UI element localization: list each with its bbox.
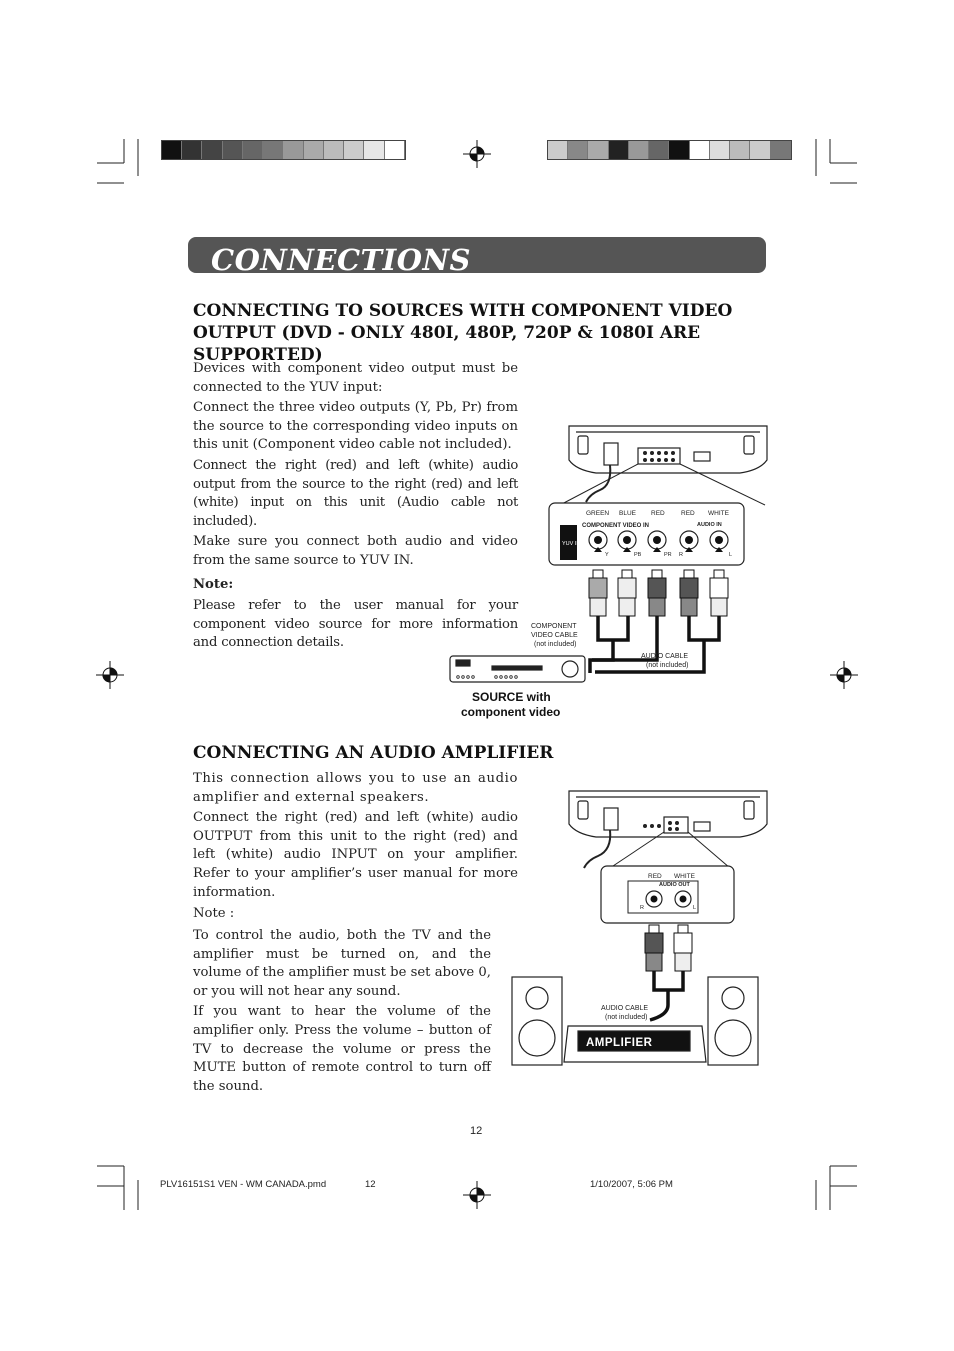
- color-swatch: [649, 141, 669, 159]
- jack-label: R: [640, 905, 644, 911]
- color-label: WHITE: [708, 510, 729, 517]
- section1-heading: CONNECTING TO SOURCES WITH COMPONENT VIDEO OUTPUT (DVD - ONLY 480I, 480P, 720P & 1080I ARE SUPPORTED): [193, 301, 733, 365]
- section1-paragraph: Connect the three video outputs (Y, Pb, Pr) from the source to the corresponding video inputs on this unit (Component video cable not included).: [193, 400, 518, 453]
- color-label: RED: [648, 873, 662, 880]
- color-swatch: [629, 141, 649, 159]
- page-number: 12: [470, 1125, 483, 1137]
- jack-label: L: [693, 905, 697, 911]
- svg-text:(not included): (not included): [605, 1014, 648, 1021]
- amplifier-diagram: [505, 785, 780, 1070]
- component-video-diagram: [440, 420, 780, 730]
- color-swatch: [385, 141, 405, 159]
- tv-unit: [569, 791, 767, 837]
- jack-label: R: [679, 552, 683, 558]
- color-swatch: [243, 141, 263, 159]
- color-swatch: [182, 141, 202, 159]
- color-calibration-bar-right: [547, 140, 792, 160]
- color-swatch: [324, 141, 344, 159]
- svg-text:AUDIO CABLE: AUDIO CABLE: [601, 1005, 649, 1012]
- section2-note-paragraph: If you want to hear the volume of the amplifier only. Press the volume – button of TV to decrease the volume or press the MUTE button of remote control to turn off the sound.: [193, 1004, 491, 1094]
- color-label: RED: [651, 510, 665, 517]
- color-swatch: [344, 141, 364, 159]
- section1-paragraph: Make sure you connect both audio and video from the same source to YUV IN.: [193, 534, 518, 568]
- rca-plug-icon: [645, 925, 692, 971]
- source-label-line2: component video: [461, 705, 561, 719]
- jack-label: L: [729, 552, 733, 558]
- color-swatch: [548, 141, 568, 159]
- color-label: GREEN: [586, 510, 610, 517]
- color-swatch: [771, 141, 791, 159]
- svg-text:COMPONENT: COMPONENT: [531, 623, 577, 630]
- yuv-label: YUV IN: [562, 541, 581, 547]
- panel-title: COMPONENT VIDEO IN: [582, 523, 650, 529]
- color-swatch: [730, 141, 750, 159]
- footer-page: 12: [365, 1179, 376, 1190]
- source-label-line1: SOURCE with: [472, 690, 551, 704]
- section1-note-label: Note:: [193, 577, 234, 592]
- color-swatch: [223, 141, 243, 159]
- section1-paragraph: Connect the right (red) and left (white) audio output from the source to the right (red) and left (white) input on this unit (Audio cable not included).: [193, 457, 518, 529]
- source-device-icon: [450, 656, 585, 682]
- color-swatch: [202, 141, 222, 159]
- color-swatch: [710, 141, 730, 159]
- rca-plug-icon: [589, 570, 728, 616]
- footer-filename: PLV16151S1 VEN - WM CANADA.pmd: [160, 1179, 327, 1190]
- color-calibration-bar-left: [161, 140, 406, 160]
- color-label: RED: [681, 510, 695, 517]
- color-label: BLUE: [619, 510, 636, 517]
- color-swatch: [588, 141, 608, 159]
- amplifier-label: AMPLIFIER: [586, 1037, 653, 1049]
- section2-paragraph: Connect the right (red) and left (white) audio OUTPUT from this unit to the right (red) and left (white) audio INPUT on your amplifier. Refer to your amplifier’s user manual for more information.: [193, 810, 518, 900]
- color-swatch: [609, 141, 629, 159]
- color-swatch: [263, 141, 283, 159]
- audio-out-label: AUDIO OUT: [659, 882, 690, 888]
- color-swatch: [364, 141, 384, 159]
- section2-note-paragraph: To control the audio, both the TV and the amplifier must be turned on, and the volume of the amplifier must be set above 0, or you will not hear any sound.: [193, 928, 491, 999]
- section2-body: [193, 770, 518, 904]
- color-swatch: [690, 141, 710, 159]
- section1-paragraph: Devices with component video output must be connected to the YUV input:: [193, 361, 518, 395]
- audio-out-panel: [601, 866, 734, 923]
- jack-label: PR: [664, 552, 672, 558]
- tv-unit: [569, 426, 767, 473]
- section2-heading: CONNECTING AN AUDIO AMPLIFIER: [193, 743, 554, 763]
- footer-date: 1/10/2007, 5:06 PM: [590, 1179, 673, 1190]
- svg-text:AUDIO CABLE: AUDIO CABLE: [641, 653, 689, 660]
- page-title: CONNECTIONS: [211, 243, 471, 277]
- svg-text:(not included): (not included): [646, 662, 689, 669]
- svg-text:(not included): (not included): [534, 641, 577, 648]
- color-label: WHITE: [674, 873, 695, 880]
- section2-note: [193, 927, 491, 1098]
- audio-in-label: AUDIO IN: [697, 522, 722, 528]
- color-swatch: [669, 141, 689, 159]
- jack-label: PB: [634, 552, 642, 558]
- jack-label: Y: [605, 552, 609, 558]
- svg-text:VIDEO CABLE: VIDEO CABLE: [531, 632, 578, 639]
- section2-paragraph: This connection allows you to use an audio amplifier and external speakers.: [193, 771, 518, 805]
- section1-note: Please refer to the user manual for your component video source for more information and connection details.: [193, 598, 518, 651]
- color-swatch: [283, 141, 303, 159]
- color-swatch: [162, 141, 182, 159]
- color-swatch: [304, 141, 324, 159]
- color-swatch: [568, 141, 588, 159]
- color-swatch: [750, 141, 770, 159]
- section2-note-label: Note :: [193, 906, 235, 921]
